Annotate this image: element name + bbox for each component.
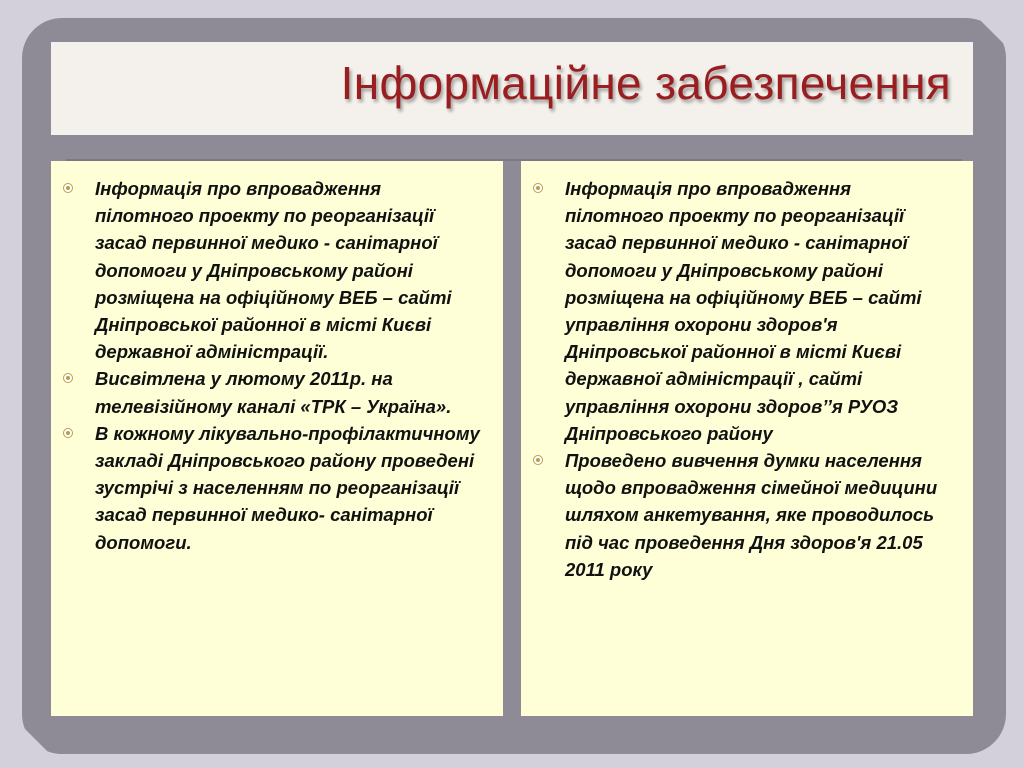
list-item-text: Проведено вивчення думки населення щодо впровадження сімейної медицини шляхом анкетування, яке проводилось під час проведення Дня здоров'я 21.05 2011 року <box>565 450 938 580</box>
list-item <box>533 175 951 447</box>
title-band <box>51 42 973 135</box>
list-item <box>63 175 481 365</box>
circle-bullet-icon <box>63 428 73 438</box>
list-item <box>63 365 481 419</box>
list-item-text: Інформація про впровадження пілотного проекту по реорганізації засад первинної медико - санітарної допомоги у Дніпровському районі розміщена на офіційному ВЕБ – сайті Дніпровської районної в місті Києві державної адміністрації. <box>95 178 452 363</box>
right-text-panel <box>521 161 973 716</box>
list-item-text: В кожному лікувально-профілактичному закладі Дніпровського району проведені зустрічі з населенням по реорганізації засад первинної медико- санітарної допомоги. <box>95 422 480 553</box>
right-bullet-list <box>533 175 951 583</box>
list-item <box>533 447 951 583</box>
circle-bullet-icon <box>533 455 543 465</box>
slide-title: Інформаційне забезпечення <box>340 57 951 109</box>
frame-corner-decoration <box>22 726 50 754</box>
left-text-panel <box>51 161 503 716</box>
circle-bullet-icon <box>63 183 73 193</box>
circle-bullet-icon <box>63 373 73 383</box>
list-item-text: Висвітлена у лютому 2011р. на телевізійному каналі «ТРК – Україна». <box>95 368 452 417</box>
circle-bullet-icon <box>533 183 543 193</box>
left-bullet-list <box>63 175 481 556</box>
list-item <box>63 420 481 556</box>
frame-corner-decoration <box>978 18 1006 46</box>
list-item-text: Інформація про впровадження пілотного проекту по реорганізації засад первинної медико - санітарної допомоги у Дніпровському районі розміщена на офіційному ВЕБ – сайті управління охорони здоров'я Дніпровської районної в місті Києві державної адміністрації , сайті управління охорони здоров’’я РУОЗ Дніпровського району <box>565 178 922 444</box>
